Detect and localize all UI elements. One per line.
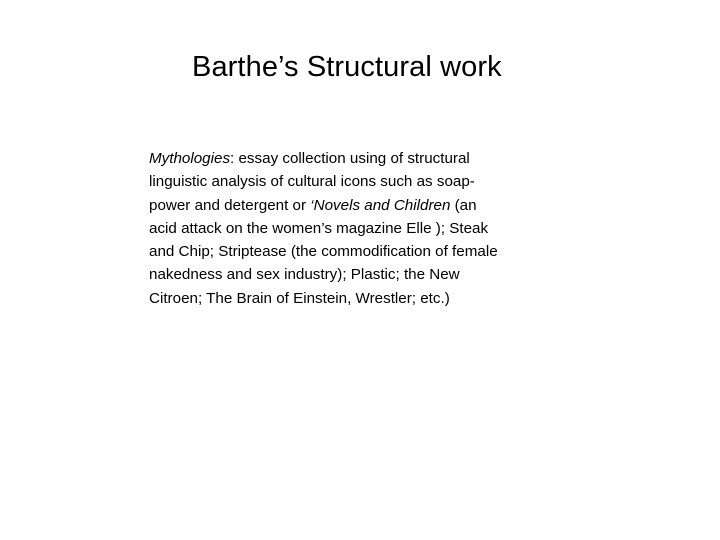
body-text-run: power and detergent or bbox=[149, 196, 311, 214]
body-line bbox=[149, 170, 539, 193]
slide-title: Barthe’s Structural work bbox=[192, 51, 502, 83]
slide-body-text bbox=[149, 147, 539, 310]
body-line bbox=[149, 147, 539, 170]
body-line bbox=[149, 194, 539, 217]
body-text-run: nakedness and sex industry); Plastic; the New bbox=[149, 266, 460, 284]
body-text-run: (an bbox=[450, 196, 477, 214]
body-text-run: ‘Novels and Children bbox=[310, 196, 451, 214]
body-text-run: Citroen; The Brain of Einstein, Wrestler; etc.) bbox=[149, 289, 450, 307]
body-line bbox=[149, 263, 539, 286]
body-line bbox=[149, 217, 539, 240]
body-text-run: and Chip; Striptease (the commodification of female bbox=[149, 243, 498, 261]
body-text-run: linguistic analysis of cultural icons such as soap- bbox=[149, 173, 475, 191]
body-text-run: Mythologies bbox=[149, 150, 231, 167]
body-line bbox=[149, 240, 539, 263]
body-line bbox=[149, 287, 539, 310]
body-text-run: acid attack on the women’s magazine Elle ); Steak bbox=[149, 219, 489, 237]
body-text-run: : essay collection using of structural bbox=[230, 150, 470, 167]
